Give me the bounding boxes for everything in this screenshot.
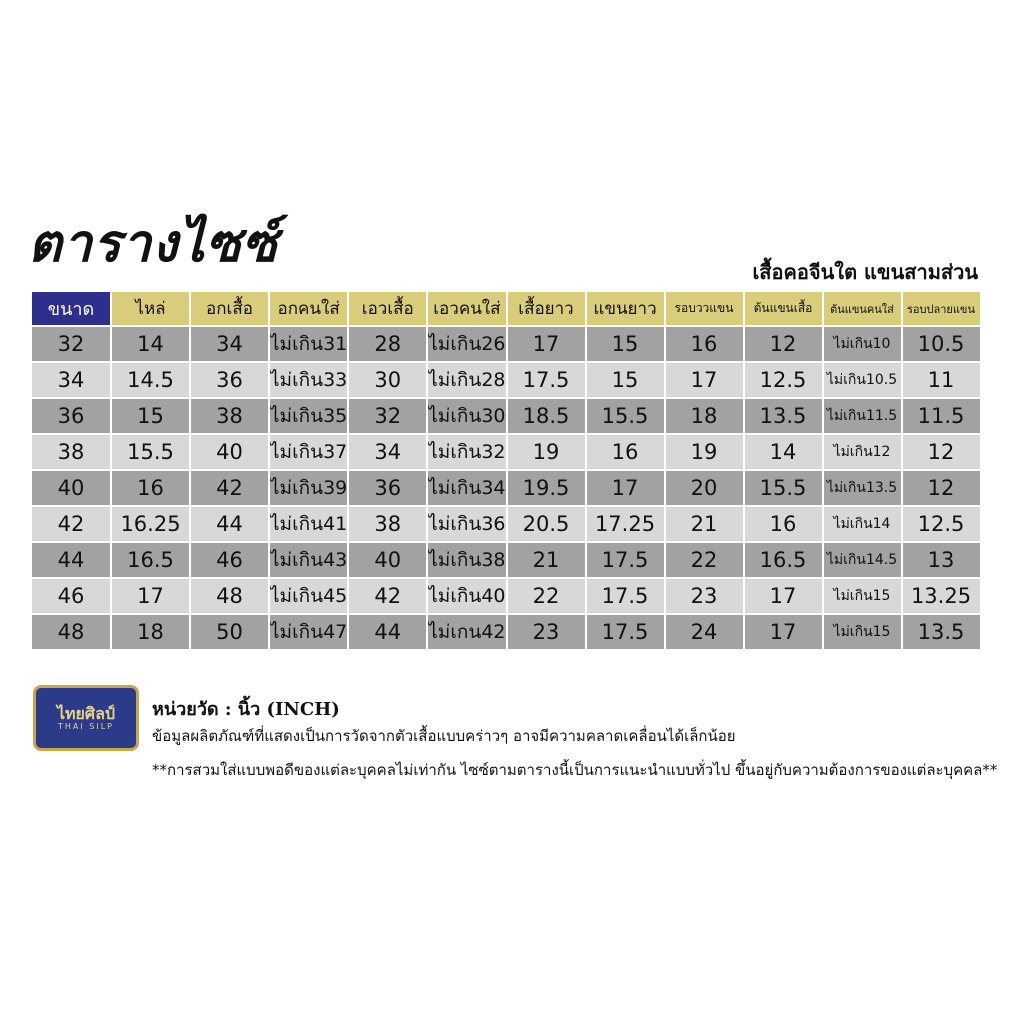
table-cell: ไม่เกิน34	[428, 471, 505, 505]
table-cell: 14.5	[112, 363, 189, 397]
table-cell: ไม่เกิน26	[428, 327, 505, 361]
table-cell: 15	[112, 399, 189, 433]
table-cell: 34	[32, 363, 110, 397]
table-cell: ไม่เกิน28	[428, 363, 505, 397]
table-cell: 19	[666, 435, 743, 469]
table-cell: 10.5	[903, 327, 980, 361]
table-cell: 17.5	[587, 615, 664, 649]
table-cell: ไม่เกิน10.5	[824, 363, 901, 397]
table-cell: 16	[587, 435, 664, 469]
table-cell: 16	[112, 471, 189, 505]
table-cell: 14	[112, 327, 189, 361]
table-cell: 38	[32, 435, 110, 469]
table-cell: 36	[349, 471, 426, 505]
table-cell: ไม่เกิน31	[270, 327, 347, 361]
table-cell: ไม่เกิน45	[270, 579, 347, 613]
table-cell: 48	[191, 579, 268, 613]
table-cell: 12	[745, 327, 822, 361]
header-row	[32, 292, 980, 325]
table-cell: 15.5	[745, 471, 822, 505]
header-cell-wearer-upper-arm: ต้นแขนคนใส่	[824, 292, 901, 325]
header-cell-wearer-waist: เอวคนใส่	[428, 292, 505, 325]
table-cell: 17	[508, 327, 585, 361]
header-cell-size: ขนาด	[32, 292, 110, 325]
table-cell: 12.5	[745, 363, 822, 397]
table-cell: 24	[666, 615, 743, 649]
table-cell: 17	[112, 579, 189, 613]
brand-logo	[33, 685, 139, 751]
table-cell: ไม่เกิน12	[824, 435, 901, 469]
table-cell: ไม่เกิน14.5	[824, 543, 901, 577]
table-cell: 20	[666, 471, 743, 505]
table-cell: 30	[349, 363, 426, 397]
table-cell: ไม่เกิน38	[428, 543, 505, 577]
chart-title: ตารางไซซ์	[28, 213, 279, 274]
table-cell: 34	[191, 327, 268, 361]
table-cell: 22	[666, 543, 743, 577]
header-cell-waist: เอวเสื้อ	[349, 292, 426, 325]
table-cell: ไม่เกิน30	[428, 399, 505, 433]
table-cell: ไม่เกิน35	[270, 399, 347, 433]
table-cell: 18.5	[508, 399, 585, 433]
table-cell: 32	[349, 399, 426, 433]
table-cell: ไม่เกิน11.5	[824, 399, 901, 433]
table-cell: ไม่เกิน37	[270, 435, 347, 469]
header-cell-shoulder: ไหล่	[112, 292, 189, 325]
table-cell: ไม่เกน42	[428, 615, 505, 649]
table-cell: ไม่เกิน15	[824, 615, 901, 649]
table-cell: ไม่เกิน41	[270, 507, 347, 541]
header-cell-sleeve-length: แขนยาว	[587, 292, 664, 325]
table-cell: 17	[745, 615, 822, 649]
table-cell: 40	[191, 435, 268, 469]
table-cell: 19.5	[508, 471, 585, 505]
table-cell: 16.5	[745, 543, 822, 577]
table-cell: 13.5	[745, 399, 822, 433]
table-cell: 17	[745, 579, 822, 613]
table-cell: 15	[587, 363, 664, 397]
table-cell: ไม่เกิน14	[824, 507, 901, 541]
table-cell: 21	[666, 507, 743, 541]
table-cell: 20.5	[508, 507, 585, 541]
table-cell: 17	[666, 363, 743, 397]
header-cell-sleeve-opening: รอบปลายแขน	[903, 292, 980, 325]
table-cell: 13	[903, 543, 980, 577]
table-cell: 17.5	[508, 363, 585, 397]
table-cell: 28	[349, 327, 426, 361]
table-cell: ไม่เกิน43	[270, 543, 347, 577]
table-cell: 19	[508, 435, 585, 469]
table-cell: 38	[349, 507, 426, 541]
table-row	[32, 471, 980, 505]
header-cell-wearer-chest: อกคนใส่	[270, 292, 347, 325]
table-cell: ไม่เกิน36	[428, 507, 505, 541]
logo-text: ไทยศิลป์	[56, 703, 116, 723]
table-row	[32, 615, 980, 649]
table-cell: 17	[587, 471, 664, 505]
table-cell: 38	[191, 399, 268, 433]
table-cell: ไม่เกิน13.5	[824, 471, 901, 505]
table-cell: 22	[508, 579, 585, 613]
table-cell: 11.5	[903, 399, 980, 433]
table-cell: 16	[745, 507, 822, 541]
table-cell: 15	[587, 327, 664, 361]
table-cell: ไม่เกิน10	[824, 327, 901, 361]
table-cell: 32	[32, 327, 110, 361]
table-row	[32, 435, 980, 469]
table-row	[32, 399, 980, 433]
table-cell: ไม่เกิน32	[428, 435, 505, 469]
table-cell: 17.5	[587, 543, 664, 577]
table-cell: 15.5	[112, 435, 189, 469]
header-cell-chest: อกเสื้อ	[191, 292, 268, 325]
table-cell: 15.5	[587, 399, 664, 433]
table-cell: 34	[349, 435, 426, 469]
table-cell: 14	[745, 435, 822, 469]
table-cell: 36	[32, 399, 110, 433]
table-row	[32, 507, 980, 541]
table-cell: 36	[191, 363, 268, 397]
table-cell: 23	[666, 579, 743, 613]
table-cell: 18	[666, 399, 743, 433]
table-cell: 50	[191, 615, 268, 649]
table-cell: ไม่เกิน33	[270, 363, 347, 397]
table-cell: 12	[903, 435, 980, 469]
table-cell: 40	[32, 471, 110, 505]
table-row	[32, 327, 980, 361]
measurement-note: ข้อมูลผลิตภัณฑ์ที่แสดงเป็นการวัดจากตัวเสื้อแบบคร่าวๆ อาจมีความคลาดเคลื่อนได้เล็กน้อย	[152, 727, 736, 745]
table-row	[32, 579, 980, 613]
table-cell: 44	[32, 543, 110, 577]
table-cell: 40	[349, 543, 426, 577]
table-cell: 46	[191, 543, 268, 577]
table-cell: 23	[508, 615, 585, 649]
header-cell-armhole: รอบววแขน	[666, 292, 743, 325]
table-cell: 42	[191, 471, 268, 505]
table-cell: ไม่เกิน15	[824, 579, 901, 613]
product-subtitle: เสื้อคอจีนใต แขนสามส่วน	[752, 260, 978, 284]
table-cell: ไม่เกิน40	[428, 579, 505, 613]
size-table	[30, 290, 982, 651]
table-cell: 18	[112, 615, 189, 649]
table-cell: 16	[666, 327, 743, 361]
table-row	[32, 543, 980, 577]
table-cell: 17.25	[587, 507, 664, 541]
table-cell: ไม่เกิน47	[270, 615, 347, 649]
table-cell: ไม่เกิน39	[270, 471, 347, 505]
header-cell-upper-arm: ต้นแขนเสื้อ	[745, 292, 822, 325]
table-cell: 46	[32, 579, 110, 613]
table-cell: 42	[349, 579, 426, 613]
table-cell: 17.5	[587, 579, 664, 613]
unit-label: หน่วยวัด : นิ้ว (INCH)	[152, 699, 340, 720]
table-row	[32, 363, 980, 397]
table-cell: 16.25	[112, 507, 189, 541]
table-cell: 16.5	[112, 543, 189, 577]
logo-subtext: THAI SILP	[58, 722, 114, 732]
table-cell: 44	[349, 615, 426, 649]
table-cell: 21	[508, 543, 585, 577]
table-cell: 42	[32, 507, 110, 541]
table-cell: 44	[191, 507, 268, 541]
table-cell: 13.25	[903, 579, 980, 613]
table-cell: 13.5	[903, 615, 980, 649]
table-body	[32, 327, 980, 649]
table-cell: 12.5	[903, 507, 980, 541]
table-cell: 48	[32, 615, 110, 649]
fit-disclaimer: **การสวมใส่แบบพอดีของแต่ละบุคคลไม่เท่ากัน ไซซ์ตามตารางนี้เป็นการแนะนำแบบทั่วไป ขึ้นอยู่กับความต้องการของแต่ละบุคคล**	[152, 761, 998, 779]
table-cell: 12	[903, 471, 980, 505]
table-cell: 11	[903, 363, 980, 397]
header-cell-length: เสื้อยาว	[508, 292, 585, 325]
